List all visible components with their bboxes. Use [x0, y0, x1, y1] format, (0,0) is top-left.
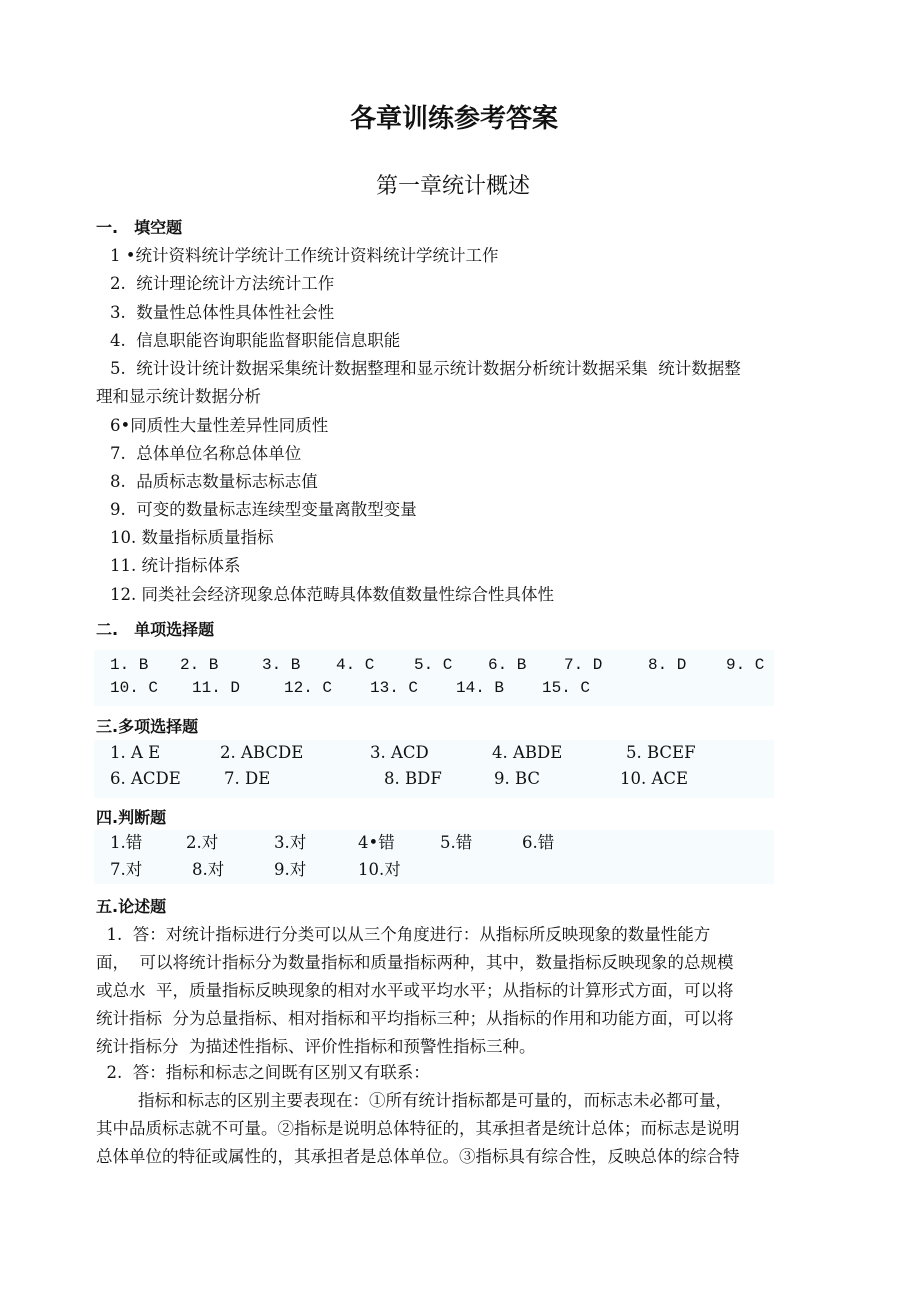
- true-false-answer: 10.对: [358, 860, 401, 879]
- fill-blank-answer: 7. 总体单位名称总体单位: [110, 444, 302, 463]
- single-choice-answer: 15. C: [542, 679, 591, 697]
- single-choice-answer: 4. C: [336, 656, 375, 674]
- essay-text-line: 1. 答：对统计指标进行分类可以从三个角度进行：从指标所反映现象的数量性能方: [96, 925, 711, 944]
- fill-blank-answer: 9. 可变的数量标志连续型变量离散型变量: [110, 500, 417, 519]
- multiple-choice-answer: 1. A E: [110, 743, 161, 762]
- fill-blank-answer: 10. 数量指标质量指标: [110, 528, 274, 547]
- single-choice-answer: 7. D: [564, 656, 603, 674]
- chapter-title: 第一章统计概述: [376, 174, 531, 199]
- single-choice-answer: 11. D: [192, 679, 241, 697]
- true-false-answer: 2.对: [186, 833, 219, 852]
- multiple-choice-answer: 5. BCEF: [626, 743, 696, 762]
- single-choice-answer: 14. B: [456, 679, 505, 697]
- fill-blank-answer: 1 •统计资料统计学统计工作统计资料统计学统计工作: [110, 246, 499, 265]
- fill-blank-answer: 理和显示统计数据分析: [96, 387, 261, 406]
- multiple-choice-answer: 4. ABDE: [492, 743, 563, 762]
- document-title: 各章训练参考答案: [350, 104, 559, 134]
- true-false-answer: 1.错: [110, 833, 143, 852]
- multiple-choice-answer: 8. BDF: [384, 769, 442, 788]
- single-choice-answer: 13. C: [370, 679, 419, 697]
- multiple-choice-answer: 3. ACD: [370, 743, 429, 762]
- true-false-answer: 7.对: [110, 860, 143, 879]
- fill-blank-answer: 5. 统计设计统计数据采集统计数据整理和显示统计数据分析统计数据采集 统计数据整: [110, 359, 741, 378]
- single-choice-answer: 8. D: [648, 656, 687, 674]
- true-false-answer: 9.对: [274, 860, 307, 879]
- essay-text-line: 面， 可以将统计指标分为数量指标和质量指标两种，其中，数量指标反映现象的总规模: [96, 953, 734, 972]
- fill-blank-answer: 12. 同类社会经济现象总体范畴具体数值数量性综合性具体性: [110, 585, 554, 604]
- true-false-answer: 4•错: [358, 833, 395, 852]
- fill-blank-answer: 4. 信息职能咨询职能监督职能信息职能: [110, 331, 401, 350]
- section-heading-fill-blank: 一. 填空题: [96, 218, 183, 237]
- essay-text-line: 统计指标分 为描述性指标、评价性指标和预警性指标三种。: [96, 1037, 536, 1056]
- fill-blank-answer: 3. 数量性总体性具体性社会性: [110, 303, 335, 322]
- essay-text-line: 其中品质标志就不可量。②指标是说明总体特征的，其承担者是统计总体；而标志是说明: [96, 1119, 740, 1138]
- single-choice-answer: 3. B: [262, 656, 301, 674]
- section-heading-multiple-choice: 三.多项选择题: [96, 717, 199, 736]
- single-choice-answer: 6. B: [488, 656, 527, 674]
- single-choice-answer: 9. C: [726, 656, 765, 674]
- multiple-choice-answer: 6. ACDE: [110, 769, 181, 788]
- multiple-choice-answer: 9. BC: [494, 769, 541, 788]
- essay-text-line: 2. 答：指标和标志之间既有区别又有联系：: [96, 1063, 430, 1082]
- essay-text-line: 统计指标 分为总量指标、相对指标和平均指标三种；从指标的作用和功能方面，可以将: [96, 1009, 734, 1028]
- true-false-answer: 8.对: [192, 860, 225, 879]
- essay-text-line: 总体单位的特征或属性的，其承担者是总体单位。③指标具有综合性，反映总体的综合特: [96, 1147, 740, 1166]
- true-false-answer: 6.错: [522, 833, 555, 852]
- true-false-answer: 3.对: [274, 833, 307, 852]
- fill-blank-answer: 11. 统计指标体系: [110, 556, 241, 575]
- single-choice-answer: 2. B: [180, 656, 219, 674]
- true-false-answer: 5.错: [440, 833, 473, 852]
- multiple-choice-answer: 7. DE: [224, 769, 271, 788]
- single-choice-answer: 1. B: [110, 656, 149, 674]
- single-choice-answer: 12. C: [284, 679, 333, 697]
- fill-blank-answer: 2. 统计理论统计方法统计工作: [110, 274, 335, 293]
- section-heading-single-choice: 二. 单项选择题: [96, 620, 215, 639]
- section-heading-essay: 五.论述题: [96, 897, 167, 916]
- section-heading-true-false: 四.判断题: [96, 808, 167, 827]
- multiple-choice-answer: 2. ABCDE: [220, 743, 304, 762]
- fill-blank-answer: 6•同质性大量性差异性同质性: [110, 416, 329, 435]
- multiple-choice-answer: 10. ACE: [620, 769, 689, 788]
- single-choice-answer: 5. C: [414, 656, 453, 674]
- essay-text-line: 指标和标志的区别主要表现在：①所有统计指标都是可量的，而标志未必都可量，: [96, 1091, 732, 1110]
- essay-text-line: 或总水 平，质量指标反映现象的相对水平或平均水平；从指标的计算形式方面，可以将: [96, 981, 734, 1000]
- fill-blank-answer: 8. 品质标志数量标志标志值: [110, 472, 318, 491]
- single-choice-answer: 10. C: [110, 679, 159, 697]
